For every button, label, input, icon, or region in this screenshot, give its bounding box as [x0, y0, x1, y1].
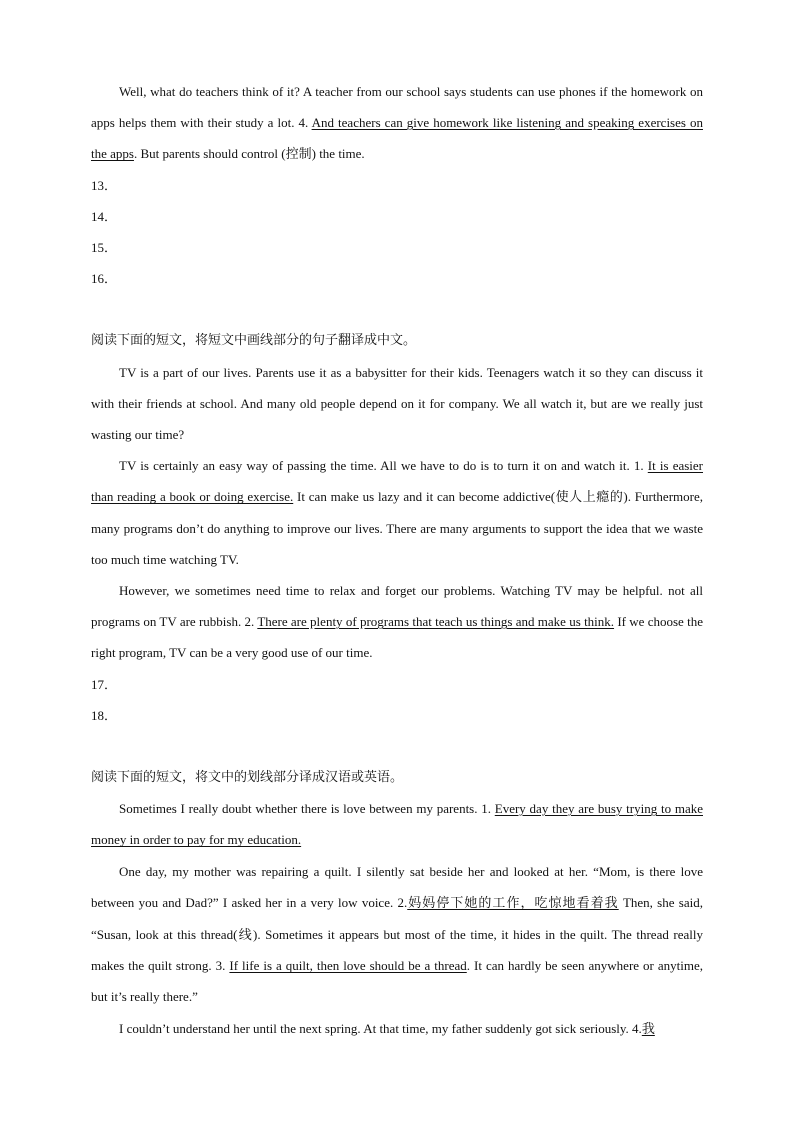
text: . But parents should control (控制) the time. [133, 146, 365, 162]
answer-line-14: 14． [91, 208, 118, 224]
answer-line-18: 18． [91, 707, 118, 723]
text: . It can hardly be seen anywhere or anytime, but it’s really there.” [91, 958, 703, 1005]
underlined-sentence-3: If life is a quilt, then love should be a thread [229, 958, 467, 974]
answer-line-17: 17． [91, 676, 118, 692]
underlined-sentence-1: Every day they are busy trying to make money in order to pay for my education. [91, 801, 703, 848]
answer-line-13: 13． [91, 177, 118, 193]
text: I couldn’t understand her until the next spring. At that time, my father suddenly got sick seriously. 4. [119, 1020, 642, 1036]
text: It can make us lazy and it can become addictive(使人上瘾的). Furthermore, many programs don’t do anything to improve our lives. There are many arguments to support the idea that we waste too much time watching TV. [91, 489, 703, 567]
text: Well, what do teachers think of it? A teacher from our school says students can use phones if the homework on apps helps them with their study a lot. 4. [91, 84, 703, 131]
underlined-sentence-4: And teachers can give homework like listening and speaking exercises on the apps [91, 115, 703, 162]
section3-instruction: 阅读下面的短文，将文中的划线部分译成汉语或英语。 [91, 770, 404, 786]
section2-instruction: 阅读下面的短文，将短文中画线部分的句子翻译成中文。 [91, 333, 417, 349]
underlined-sentence-2: 妈妈停下她的工作，吃惊地看着我 [407, 895, 619, 911]
document-page [91, 76, 703, 1045]
paragraph-s2-p2 [91, 450, 703, 575]
answer-line-15: 15． [91, 240, 118, 256]
paragraph-s2-p3 [91, 575, 703, 669]
paragraph-s2-p1: TV is a part of our lives. Parents use it as a babysitter for their kids. Teenagers watch it so they can discuss it with their friends at school. And many old people depend on it for company. We all watch it, but are we really just wasting our time? [91, 364, 703, 443]
underlined-sentence-2: There are plenty of programs that teach us things and make us think. [257, 614, 615, 630]
text: If we choose the right program, TV can be a very good use of our time. [91, 614, 703, 661]
text: One day, my mother was repairing a quilt. I silently sat beside her and looked at her. “Mom, is there love between you and Dad?” I asked her in a very low voice. 2. [91, 863, 703, 910]
paragraph-s3-p3 [91, 1013, 703, 1045]
paragraph-s3-p2 [91, 856, 703, 1013]
underlined-sentence-1: It is easier than reading a book or doing exercise. [91, 458, 703, 505]
paragraph-s1-p1 [91, 76, 703, 170]
text: TV is certainly an easy way of passing the time. All we have to do is to turn it on and watch it. 1. [119, 458, 648, 474]
answer-line-16: 16． [91, 271, 118, 287]
paragraph-s3-p1 [91, 793, 703, 855]
text: Sometimes I really doubt whether there is love between my parents. 1. [119, 801, 495, 817]
text: Then, she said, “Susan, look at this thread(线). Sometimes it appears but most of the time, it hides in the quilt. The thread really makes the quilt strong. 3. [91, 894, 703, 974]
underlined-sentence-4: 我 [641, 1021, 655, 1037]
text: However, we sometimes need time to relax and forget our problems. Watching TV may be helpful. not all programs on TV are rubbish. 2. [91, 583, 703, 630]
